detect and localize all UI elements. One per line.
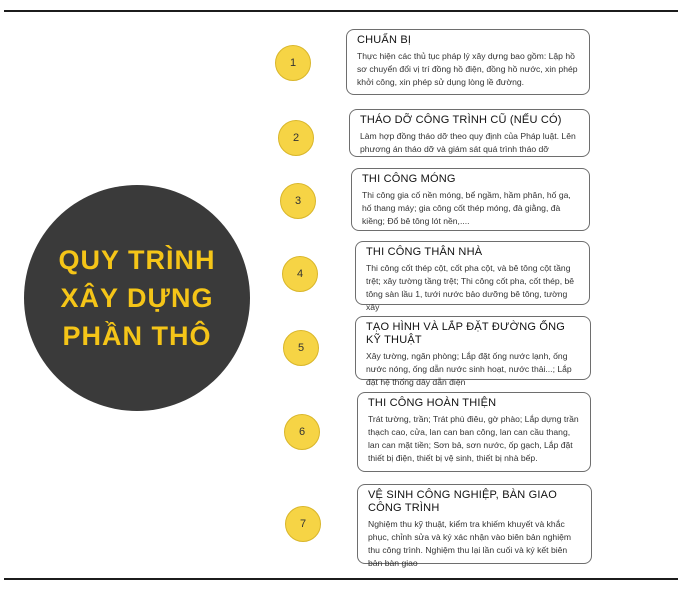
title-line-1: QUY TRÌNH — [58, 245, 216, 275]
step-card-2 — [349, 109, 590, 157]
step-card-3 — [351, 168, 590, 231]
step-title-7: VỆ SINH CÔNG NGHIỆP, BÀN GIAO CÔNG TRÌNH — [368, 489, 557, 514]
step-card-6 — [357, 392, 591, 472]
step-card-7 — [357, 484, 592, 568]
step-number-5: 5 — [283, 330, 319, 366]
step-number-6: 6 — [284, 414, 320, 450]
step-desc-7: Nghiệm thu kỹ thuật, kiểm tra khiếm khuyết và khắc phục, chỉnh sửa và ký xác nhận vào biên bản nghiệm thu công trình. Nghiệm thu lại lần cuối và ký kết biên bản bàn giao — [368, 519, 572, 568]
step-number-4: 4 — [282, 256, 318, 292]
step-title-1: CHUẨN BỊ — [357, 34, 412, 46]
step-card-5 — [355, 316, 591, 387]
title-line-3: PHẦN THÔ — [62, 321, 212, 351]
step-number-3: 3 — [280, 183, 316, 219]
step-number-2: 2 — [278, 120, 314, 156]
step-desc-3: Thi công gia cố nền móng, bể ngầm, hầm phân, hố ga, hố thang máy; gia công cốt thép móng, đà giằng, đà kiềng; Đổ bê tông lót nền,.... — [362, 190, 571, 226]
step-card-4 — [355, 241, 590, 312]
step-title-3: THI CÔNG MÓNG — [362, 173, 456, 185]
title-line-2: XÂY DỰNG — [60, 283, 214, 313]
step-desc-5: Xây tường, ngăn phòng; Lắp đặt ống nước lạnh, ống nước nóng, ống dẫn nước sinh hoạt, nước thải...; Lắp đặt hệ thống dây dẫn điện — [366, 351, 572, 387]
step-card-1 — [346, 29, 590, 95]
step-title-4: THI CÔNG THÂN NHÀ — [366, 246, 483, 258]
top-rule — [4, 10, 678, 12]
step-number-7: 7 — [285, 506, 321, 542]
step-title-2: THÁO DỠ CÔNG TRÌNH CŨ (NẾU CÓ) — [360, 114, 562, 126]
step-desc-1: Thực hiện các thủ tục pháp lý xây dựng bao gồm: Lập hồ sơ chuyển đổi vị trí đồng hồ điện, đồng hồ nước, xin phép khởi công, xin phép sử dụng lòng lề đường. — [357, 51, 578, 87]
step-title-6: THI CÔNG HOÀN THIỆN — [368, 397, 497, 409]
step-number-1: 1 — [275, 45, 311, 81]
step-desc-4: Thi công cốt thép cột, cốt pha cột, và bê tông cột tầng trệt; xây tường tầng trệt; Thi công cốt pha, cốt thép, bê tông sàn lầu 1, tưới nước bảo dưỡng bê tông, tường xây — [366, 263, 575, 312]
step-desc-6: Trát tường, trần; Trát phù điêu, gờ phào; Lắp dựng trần thạch cao, cửa, lan can ban công, lan can cầu thang, lan can mặt tiền; Sơn bả, sơn nước, ốp gạch, Lắp đặt thiết bị điện, thiết bị vệ sinh, thiết bị nhà bếp. — [368, 414, 579, 463]
step-desc-2: Làm hợp đồng tháo dỡ theo quy định của Pháp luật. Lên phương án tháo dỡ và giám sát quá trình tháo dỡ — [360, 131, 576, 154]
process-title-circle — [24, 185, 250, 411]
bottom-rule — [4, 578, 678, 580]
step-title-5: TẠO HÌNH VÀ LẮP ĐẶT ĐƯỜNG ỐNG KỸ THUẬT — [366, 321, 566, 346]
